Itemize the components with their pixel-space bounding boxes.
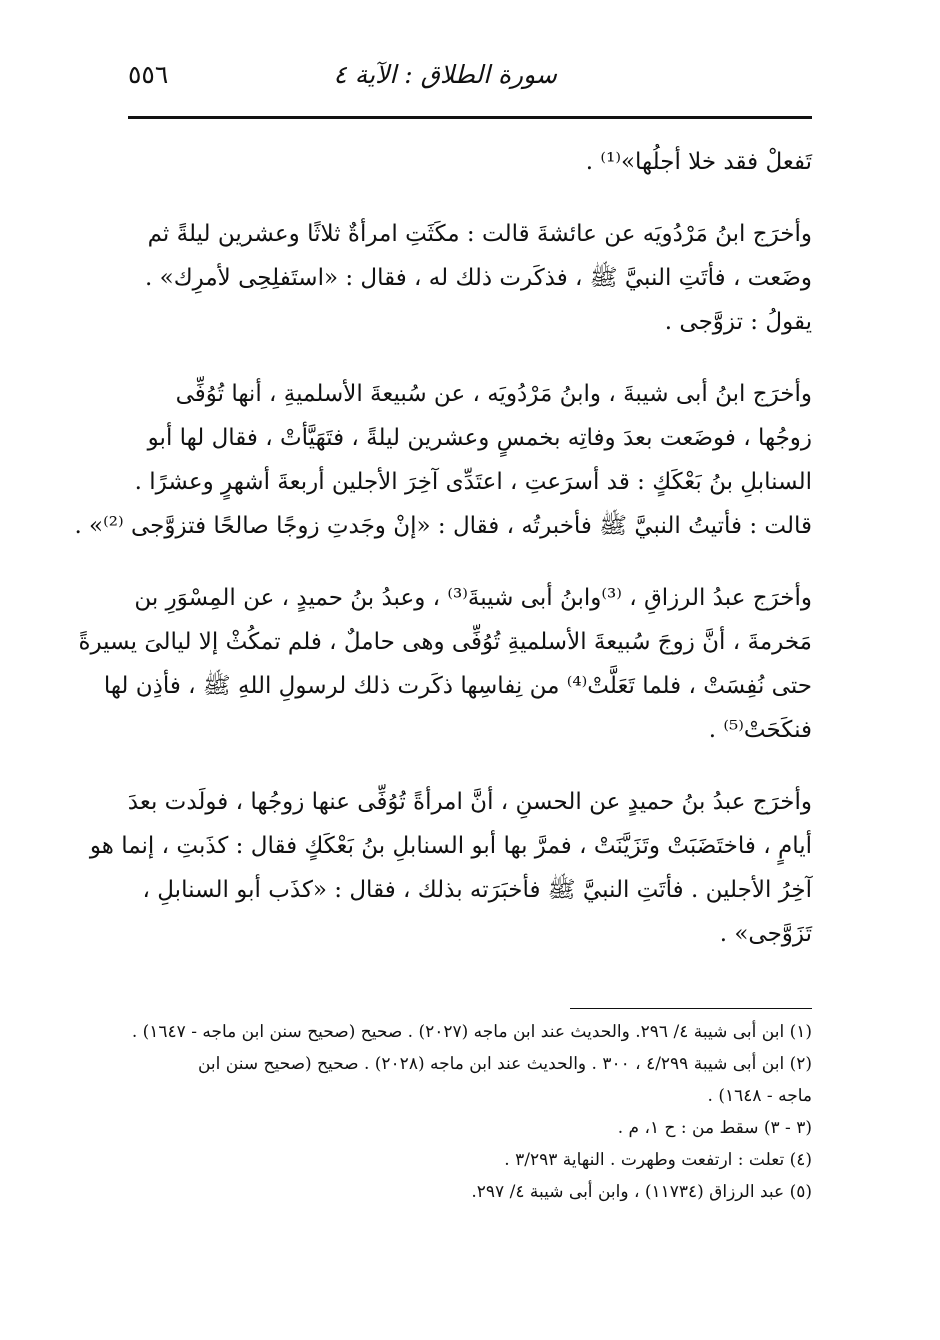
- text-line: زوجُها ، فوضَعت بعدَ وفاتِه بخمسٍ وعشرين ليلةً ، فتَهَيَّأتْ ، فقال لها أبو: [147, 425, 812, 451]
- text-line: آخِرُ الأجلين . فأتَتِ النبيَّ ﷺ فأخبَرَته بذلك ، فقال : «كذَب أبو السنابلِ ،: [142, 877, 812, 903]
- text-line: أيامٍ ، فاختَضَبَتْ وتَزَيَّنَتْ ، فمرَّ بها أبو السنابلِ بنُ بَعْكَكٍ فقال : كذَبتِ ، إنما هو: [89, 833, 812, 859]
- text-line: وأخرَج عبدُ الرزاقِ ، ⁽³⁾وابنُ أبى شيبةَ⁽³⁾ ، وعبدُ بنُ حميدٍ ، عن المِسْوَرِ بن: [134, 585, 812, 611]
- footnote-line: ماجه - ١٦٤٨) .: [707, 1086, 812, 1106]
- paragraph: [128, 140, 812, 184]
- page-number: ٥٥٦: [128, 60, 169, 89]
- footnote-line: (٥) عبد الرزاق (١١٧٣٤) ، وابن أبى شيبة ٤/ ٢٩٧.: [471, 1182, 812, 1202]
- header-rule: [128, 116, 812, 119]
- text-line: قالت : فأتيتُ النبيَّ ﷺ فأخبرتُه ، فقال : «إنْ وجَدتِ زوجًا صالحًا فتزوَّجى ⁽²⁾» .: [74, 513, 812, 539]
- text-line: وأخرَج ابنُ أبى شيبةَ ، وابنُ مَرْدُويَه ، عن سُبيعةَ الأسلميةِ ، أنها تُوُفِّى: [175, 381, 812, 407]
- text-line: السنابلِ بنُ بَعْكَكٍ : قد أسرَعتِ ، اعتَدِّى آخِرَ الأجلين أربعةَ أشهرٍ وعشرًا .: [134, 469, 812, 495]
- paragraph-gap: [128, 184, 812, 212]
- running-title: سورة الطلاق : الآية ٤: [333, 60, 557, 89]
- footnote-line: (٢) ابن أبى شيبة ٤/٢٩٩ ، ٣٠٠ . والحديث عند ابن ماجه (٢٠٢٨) . صحيح (صحيح سنن ابن: [197, 1054, 812, 1074]
- text-line: فنكَحَتْ⁽⁵⁾ .: [708, 717, 812, 743]
- text-line: تَزَوَّجى» .: [719, 921, 812, 947]
- footnote-separator: [570, 1008, 812, 1009]
- paragraph: [128, 212, 812, 344]
- footnote-line: (٣ - ٣) سقط من : ح ١، م .: [617, 1118, 812, 1138]
- main-text: [74, 140, 812, 956]
- page-header: [128, 52, 812, 114]
- paragraph-gap: [128, 548, 812, 576]
- text-line: حتى نُفِسَتْ ، فلما تَعَلَّتْ⁽⁴⁾ من نِفاسِها ذكَرت ذلك لرسولِ اللهِ ﷺ ، فأذِن لها: [103, 673, 812, 699]
- text-line: مَخرمةَ ، أنَّ زوجَ سُبيعةَ الأسلميةِ تُوُفِّى وهى حاملٌ ، فلم تمكُثْ إلا ليالىَ يسيرةً: [78, 629, 812, 655]
- footnote-line: (٤) تعلت : ارتفعت وطهرت . النهاية ٣/٢٩٣ .: [504, 1150, 812, 1170]
- text-line: وضَعت ، فأتَتِ النبيَّ ﷺ ، فذكَرت ذلك له ، فقال : «استَفلِحِى لأمرِك» .: [145, 265, 812, 291]
- footnote-line: (١) ابن أبى شيبة ٤/ ٢٩٦. والحديث عند ابن ماجه (٢٠٢٧) . صحيح (صحيح سنن ابن ماجه - ١٦٤٧) .: [131, 1022, 812, 1042]
- paragraph: [89, 780, 812, 956]
- paragraph-gap: [128, 752, 812, 780]
- text-line: وأخرَج عبدُ بنُ حميدٍ عن الحسنِ ، أنَّ امرأةً تُوُفِّى عنها زوجُها ، فولَدت بعدَ: [127, 789, 812, 815]
- paragraph-gap: [128, 344, 812, 372]
- paragraph: [78, 576, 812, 752]
- text-line: وأخرَج ابنُ مَرْدُويَه عن عائشةَ قالت : مكَثَتِ امرأةٌ ثلاثًا وعشرين ليلةً ثم: [147, 221, 812, 247]
- paragraph: [74, 372, 812, 548]
- text-line: تَفعلْ فقد خلا أجلُها»⁽¹⁾ .: [585, 149, 812, 175]
- footnotes: [128, 1016, 812, 1208]
- text-line: يقولُ : تزوَّجى .: [664, 309, 812, 335]
